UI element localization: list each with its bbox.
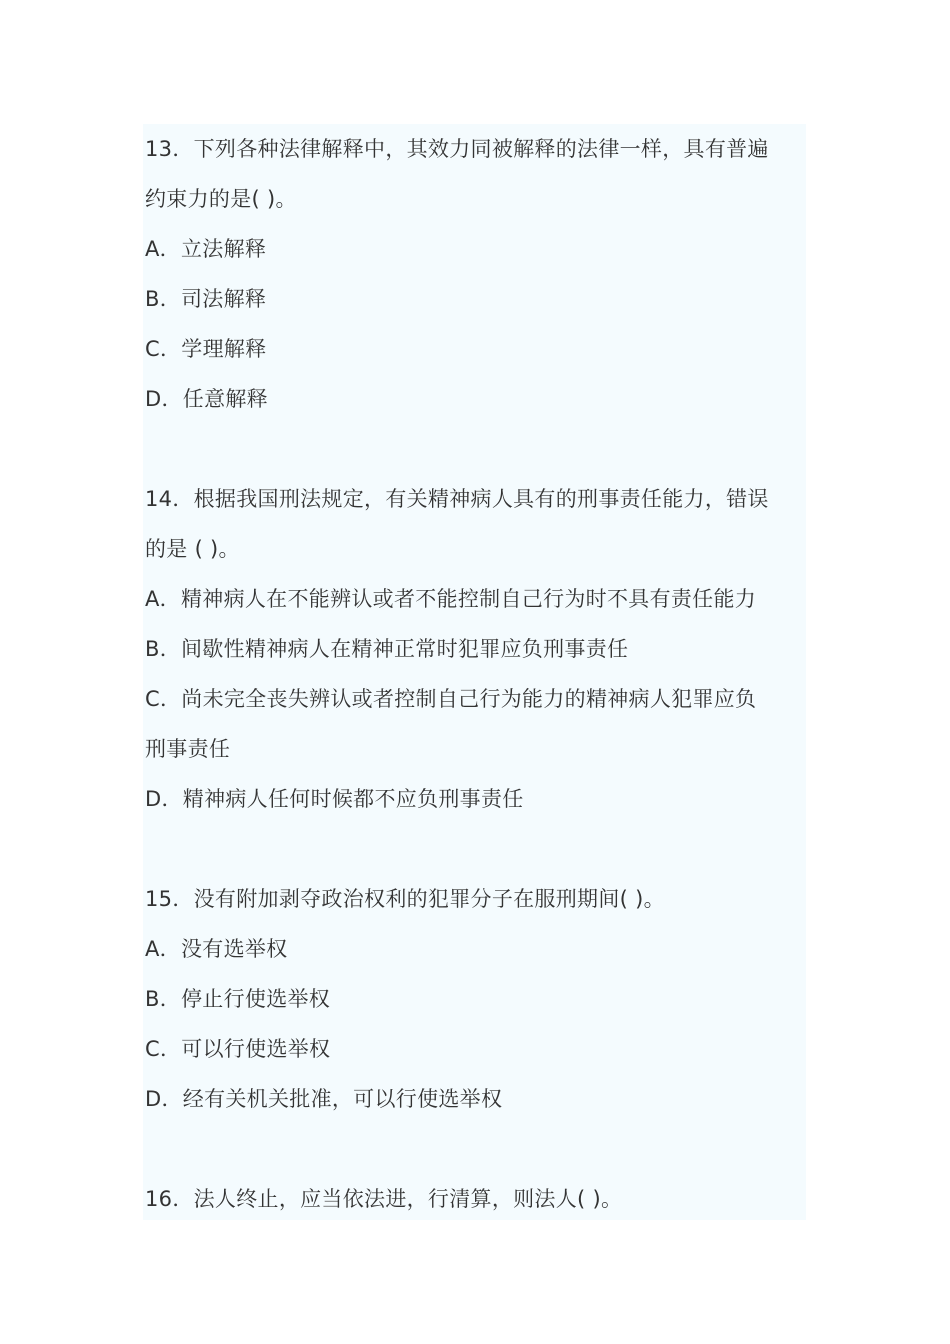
question-15-option-a: A．没有选举权	[145, 937, 288, 961]
question-13-option-b: B．司法解释	[145, 287, 267, 311]
question-14-stem-line-2: 的是 ( )。	[145, 537, 240, 561]
question-15-option-d: D．经有关机关批准，可以行使选举权	[145, 1087, 503, 1111]
question-14-option-a: A．精神病人在不能辨认或者不能控制自己行为时不具有责任能力	[145, 587, 757, 611]
question-13	[145, 124, 805, 424]
question-14-option-d: D．精神病人任何时候都不应负刑事责任	[145, 787, 524, 811]
question-14-option-c: C．尚未完全丧失辨认或者控制自己行为能力的精神病人犯罪应负	[145, 687, 757, 711]
question-14-option-b: B．间歇性精神病人在精神正常时犯罪应负刑事责任	[145, 637, 629, 661]
question-13-option-c: C．学理解释	[145, 337, 267, 361]
question-15-option-b: B．停止行使选举权	[145, 987, 331, 1011]
question-16-stem: 16．法人终止，应当依法进，行清算，则法人( )。	[145, 1187, 623, 1211]
question-list	[145, 124, 805, 1224]
question-14	[145, 474, 805, 824]
question-15	[145, 874, 805, 1124]
question-14-option-c-continued: 刑事责任	[145, 737, 231, 761]
question-13-stem-line-2: 约束力的是( )。	[145, 187, 297, 211]
question-13-option-d: D．任意解释	[145, 387, 268, 411]
question-gap	[145, 1124, 805, 1174]
question-13-option-a: A．立法解释	[145, 237, 267, 261]
question-15-stem: 15．没有附加剥夺政治权利的犯罪分子在服刑期间( )。	[145, 887, 665, 911]
question-15-option-c: C．可以行使选举权	[145, 1037, 331, 1061]
question-14-stem-line-1: 14．根据我国刑法规定，有关精神病人具有的刑事责任能力，错误	[145, 487, 769, 511]
question-16	[145, 1174, 805, 1224]
question-gap	[145, 824, 805, 874]
question-gap	[145, 424, 805, 474]
question-13-stem-line-1: 13．下列各种法律解释中，其效力同被解释的法律一样，具有普遍	[145, 137, 769, 161]
